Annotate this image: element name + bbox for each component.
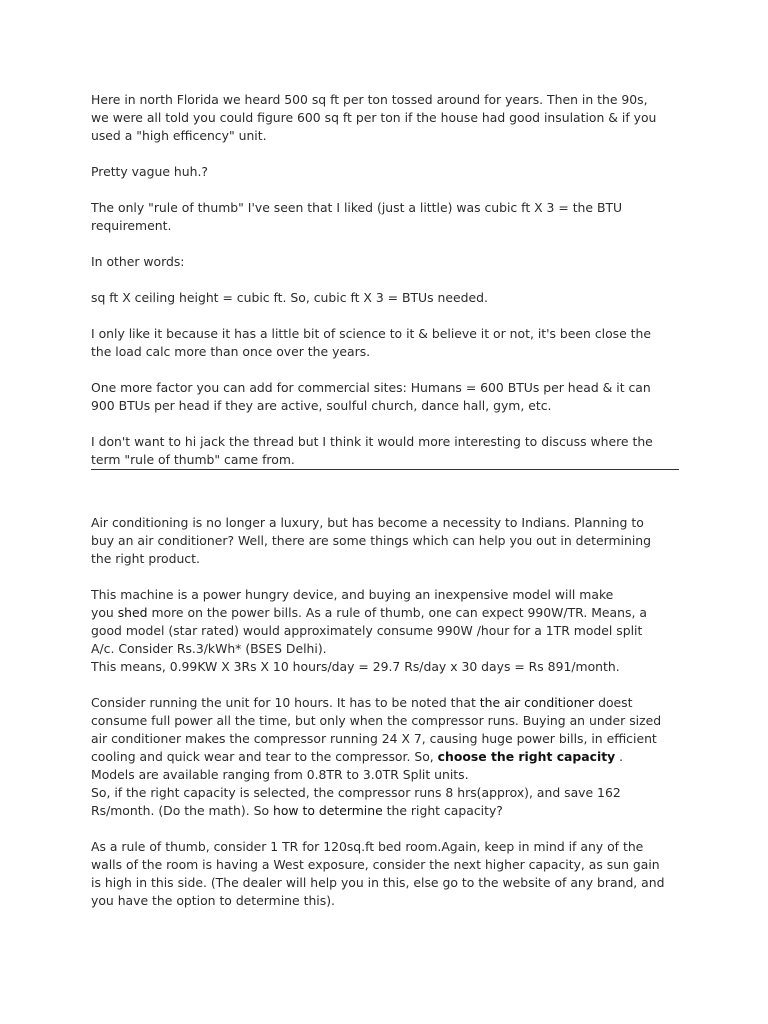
text-span: Consider running the unit for 10 hours. It has to be noted that [91, 695, 480, 710]
paragraph-rule-cubic: The only "rule of thumb" I've seen that I liked (just a little) was cubic ft X 3 = the BTU requirement. [91, 200, 623, 233]
paragraph-science: I only like it because it has a little bit of science to it & believe it or not, it's been close the the load calc more than once over the years. [91, 326, 652, 359]
keyword-how-to-determine: how to determine [272, 803, 383, 818]
paragraph-commercial: One more factor you can add for commercial sites: Humans = 600 BTUs per head & it can 900 BTUs per head if they are active, soulful church, dance hall, gym, etc. [91, 380, 651, 413]
paragraph-formula: sq ft X ceiling height = cubic ft. So, cubic ft X 3 = BTUs needed. [91, 290, 488, 305]
text-span: the right capacity? [382, 803, 503, 818]
section-divider [91, 469, 679, 470]
keyword-air-conditioner: the air conditioner [479, 695, 595, 710]
paragraph-ac-necessity: Air conditioning is no longer a luxury, but has become a necessity to Indians. Planning to buy an air conditioner? Well, there are some things which can help you out in determining the right product. [91, 515, 651, 566]
document-body [91, 91, 681, 928]
text-span: more on the power bills. As a rule of thumb, one can expect 990W/TR. Means, a good model (star rated) would approximately consume 990W /hour for a 1TR model split A/c. Consider Rs.3/kWh* (BSES Delhi). This means, 0.99KW X 3Rs X 10 hours/day = 29.7 Rs/day x 30 days = Rs 891/month. [91, 605, 647, 674]
text-span: doest consume full power all the time, but only when the compressor runs. Buying an under sized air conditioner makes the compressor running 24 X 7, causing huge power bills, in efficient cooling and quick wear and tear to the compressor. So, [91, 695, 662, 764]
keyword-shed: shed [117, 605, 148, 620]
paragraph-florida: Here in north Florida we heard 500 sq ft per ton tossed around for years. Then in the 90s, we were all told you could figure 600 sq ft per ton if the house had good insulation & if you used a "high efficency" unit. [91, 92, 657, 143]
text-span: This machine is a power hungry device, and buying an inexpensive model will make you [91, 587, 614, 620]
paragraph-running-unit [91, 694, 681, 820]
paragraph-bedroom-rule: As a rule of thumb, consider 1 TR for 120sq.ft bed room.Again, keep in mind if any of the walls of the room is having a West exposure, consider the next higher capacity, as sun gain is high in this side. (The dealer will help you in this, else go to the website of any brand, and you have the option to determine this). [91, 839, 665, 908]
paragraph-vague: Pretty vague huh.? [91, 164, 208, 179]
paragraph-other-words: In other words: [91, 254, 185, 269]
paragraph-hijack: I don't want to hi jack the thread but I think it would more interesting to discuss where the term "rule of thumb" came from. [91, 434, 653, 467]
paragraph-power-hungry [91, 586, 681, 676]
keyword-choose-capacity: choose the right capacity [437, 749, 616, 764]
text-span: . Models are available ranging from 0.8TR to 3.0TR Split units. So, if the right capacity is selected, the compressor runs 8 hrs(approx), and save 162 Rs/month. (Do the math). So [91, 749, 624, 818]
